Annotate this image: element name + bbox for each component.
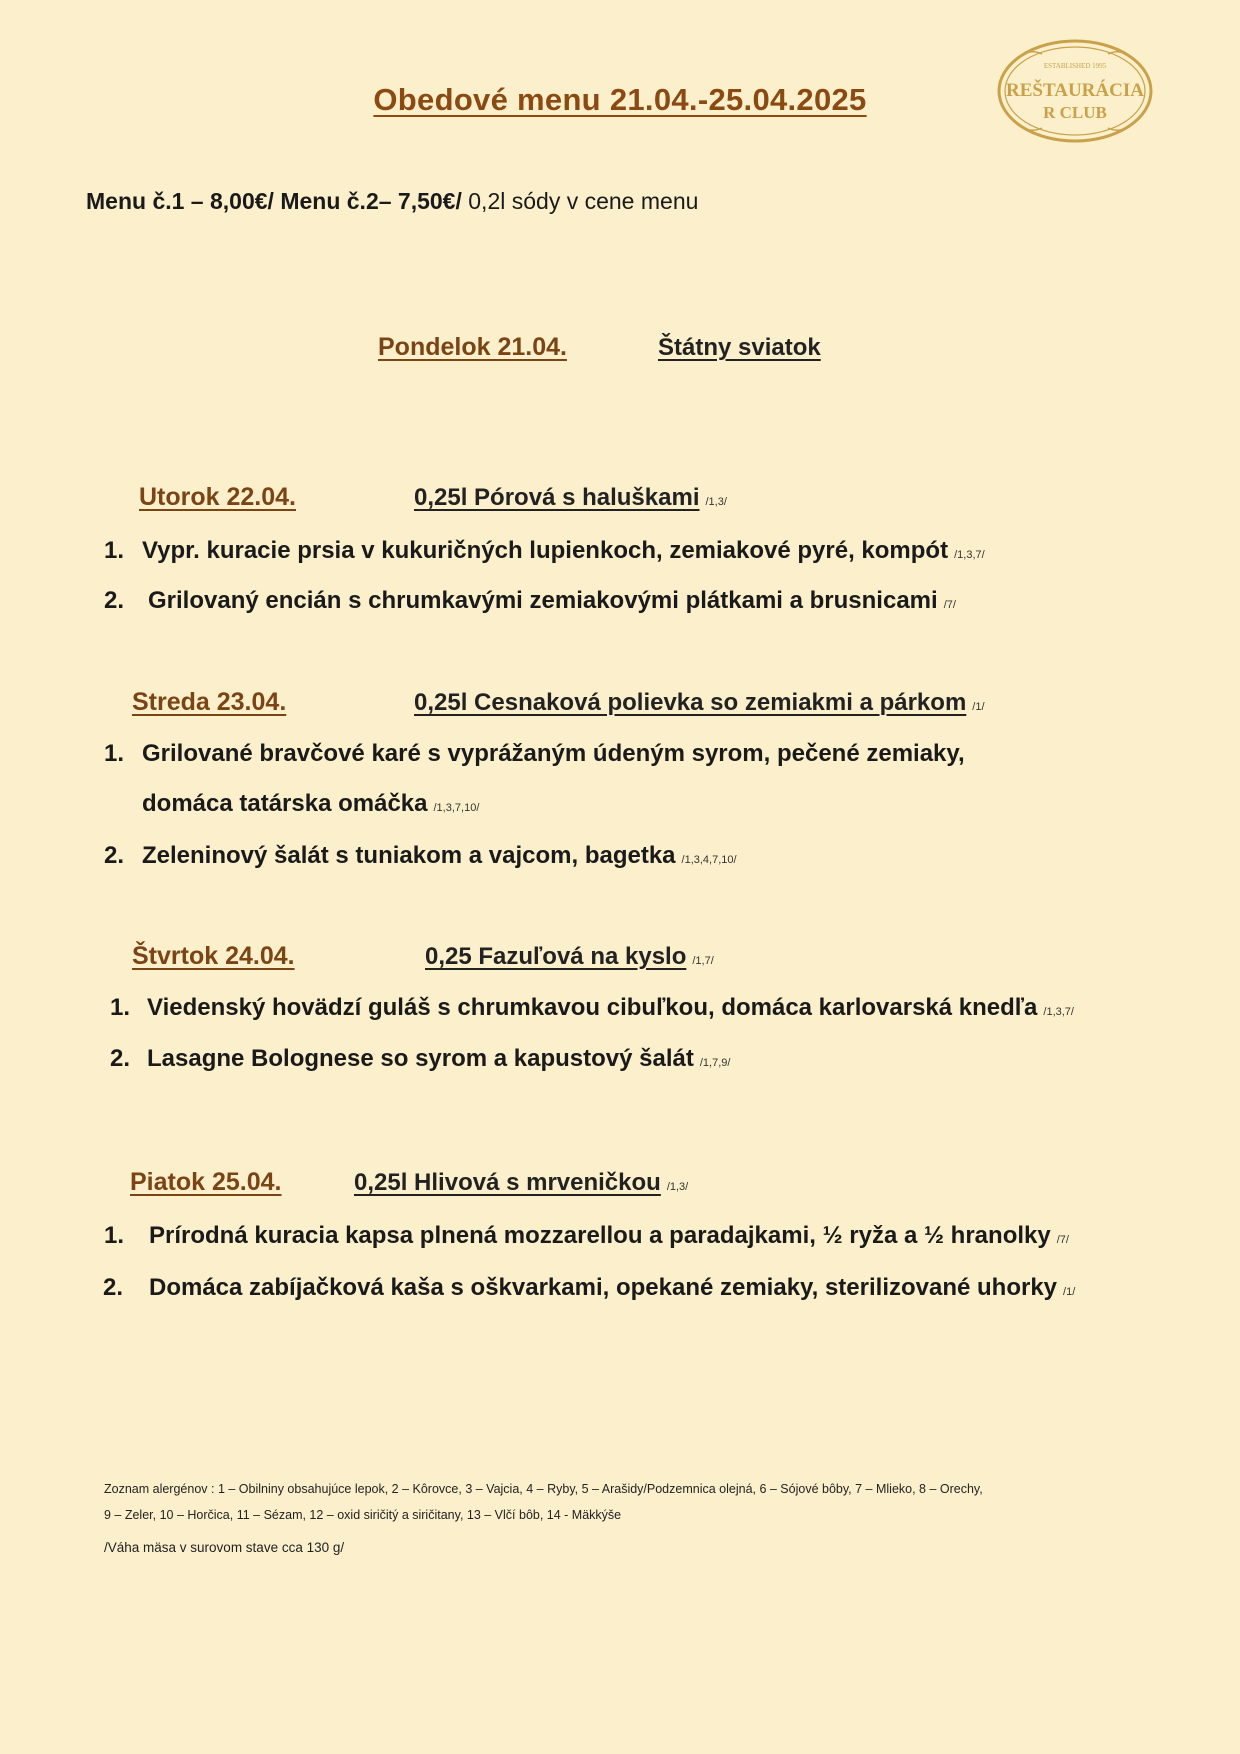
day-label-wednesday: Streda 23.04.	[132, 688, 287, 716]
meat-weight-note: /Váha mäsa v surovom stave cca 130 g/	[104, 1540, 345, 1555]
dish-item: Zeleninový šalát s tuniakom a vajcom, bagetka /1,3,4,7,10/	[142, 842, 737, 869]
soup-friday: 0,25l Hlivová s mrveničkou /1,3/	[354, 1169, 689, 1196]
page-title: Obedové menu 21.04.-25.04.2025	[373, 82, 867, 117]
allergen-list-line2: 9 – Zeler, 10 – Horčica, 11 – Sézam, 12 – oxid siričitý a siričitany, 13 – Vlčí bôb, 14 - Mäkkýše	[104, 1508, 622, 1522]
dish-item: Lasagne Bolognese so syrom a kapustový šalát /1,7,9/	[147, 1045, 731, 1072]
restaurant-logo	[994, 36, 1156, 146]
day-label-thursday: Štvrtok 24.04.	[132, 942, 295, 970]
dish-number: 1.	[104, 1222, 125, 1249]
price-info	[86, 188, 698, 215]
day-label-monday: Pondelok 21.04.	[378, 333, 567, 361]
dish-number: 1.	[104, 740, 125, 767]
dish-number: 1.	[104, 537, 125, 564]
soup-tuesday: 0,25l Pórová s haluškami /1,3/	[414, 484, 727, 511]
svg-text:REŠTAURÁCIA: REŠTAURÁCIA	[1006, 80, 1144, 101]
dish-item-continued: domáca tatárska omáčka /1,3,7,10/	[142, 790, 480, 817]
dish-item: Prírodná kuracia kapsa plnená mozzarellou a paradajkami, ½ ryža a ½ hranolky /7/	[149, 1222, 1069, 1249]
soup-thursday: 0,25 Fazuľová na kyslo /1,7/	[425, 943, 714, 970]
dish-item: Vypr. kuracie prsia v kukuričných lupienkoch, zemiakové pyré, kompót /1,3,7/	[142, 537, 985, 564]
svg-text:R CLUB: R CLUB	[1043, 103, 1107, 122]
dish-number: 2.	[110, 1045, 131, 1072]
menu-prices: Menu č.1 – 8,00€/ Menu č.2– 7,50€/	[86, 188, 462, 214]
soda-note: 0,2l sódy v cene menu	[461, 188, 699, 214]
dish-number: 2.	[103, 1274, 124, 1301]
soup-wednesday: 0,25l Cesnaková polievka so zemiakmi a párkom /1/	[414, 689, 985, 716]
dish-item: Grilovaný encián s chrumkavými zemiakovými plátkami a brusnicami /7/	[148, 587, 956, 614]
svg-text:ESTABLISHED 1995: ESTABLISHED 1995	[1043, 62, 1107, 70]
dish-number: 2.	[104, 842, 125, 869]
dish-item: Viedenský hovädzí guláš s chrumkavou cibuľkou, domáca karlovarská knedľa /1,3,7/	[147, 994, 1074, 1021]
day-label-tuesday: Utorok 22.04.	[139, 483, 297, 511]
holiday-note: Štátny sviatok	[658, 334, 821, 361]
dish-item: Grilované bravčové karé s vyprážaným údeným syrom, pečené zemiaky,	[142, 740, 965, 767]
day-label-friday: Piatok 25.04.	[130, 1168, 282, 1196]
dish-item: Domáca zabíjačková kaša s oškvarkami, opekané zemiaky, sterilizované uhorky /1/	[149, 1274, 1076, 1301]
allergen-list-line1: Zoznam alergénov : 1 – Obilniny obsahujúce lepok, 2 – Kôrovce, 3 – Vajcia, 4 – Ryby, 5 – Arašidy/Podzemnica olejná, 6 – Sójové bôby, 7 – Mlieko, 8 – Orechy,	[104, 1482, 983, 1496]
dish-number: 1.	[110, 994, 131, 1021]
dish-number: 2.	[104, 587, 125, 614]
